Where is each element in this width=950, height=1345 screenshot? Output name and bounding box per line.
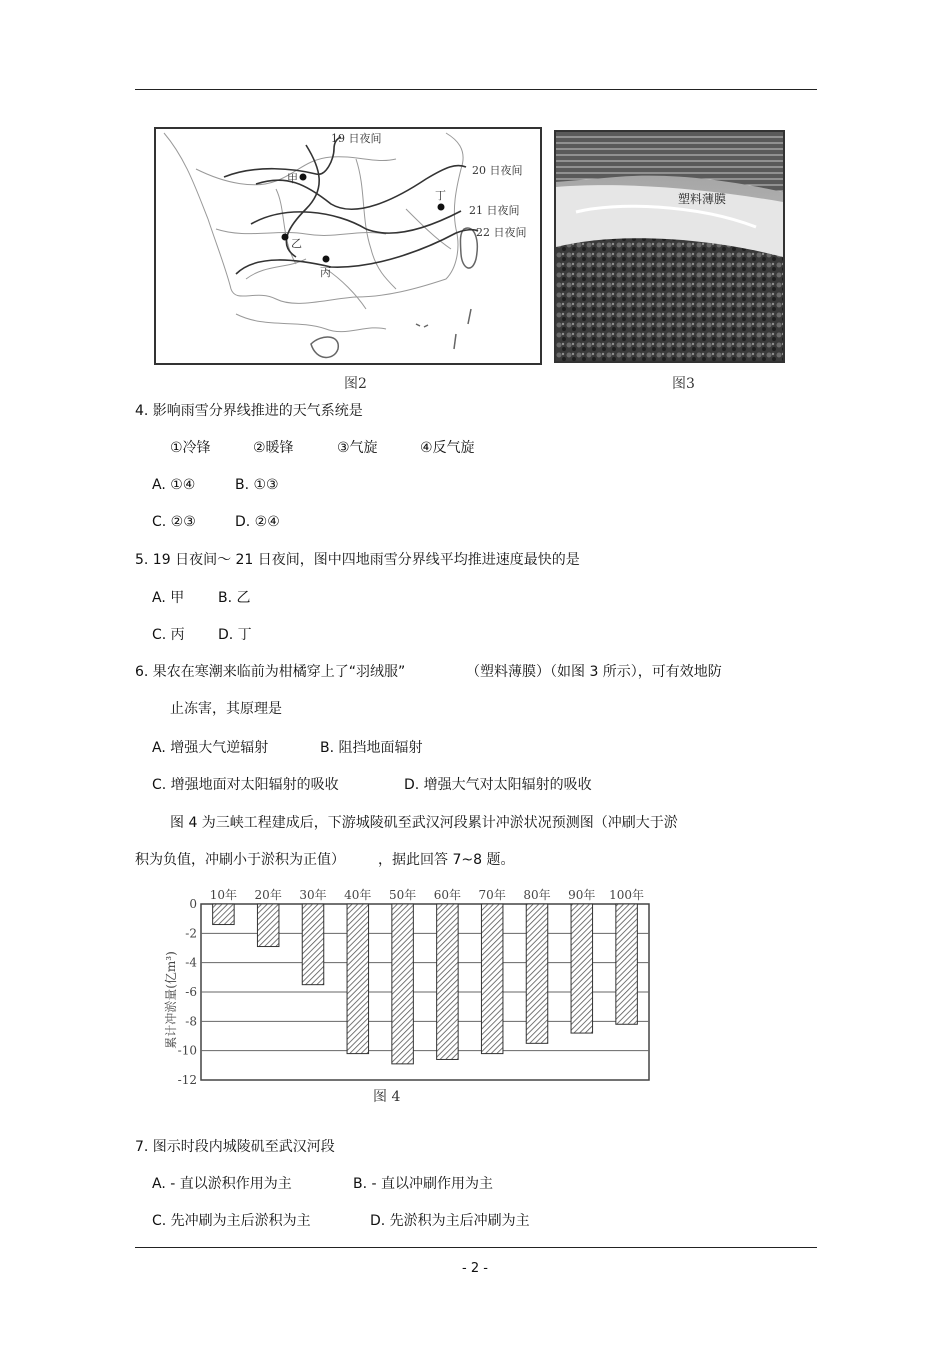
q4-choice-3: ③气旋 (337, 440, 378, 456)
page-number: - 2 - (462, 1261, 488, 1276)
figure-3-caption: 图3 (672, 376, 695, 392)
q5-option-b: B. 乙 (218, 590, 251, 606)
label-bing: 丙 (320, 266, 331, 279)
y-tick-label: -10 (177, 1043, 197, 1058)
category-label: 100年 (609, 888, 645, 902)
bar-100年 (616, 904, 638, 1024)
label-22: 22 日夜间 (476, 226, 527, 239)
label-ding: 丁 (435, 189, 446, 202)
y-tick-label: -6 (185, 985, 197, 999)
bar-60年 (437, 904, 459, 1059)
y-tick-label: -4 (185, 955, 197, 970)
fig4-intro-line2b: ，据此回答 7~8 题。 (378, 852, 515, 868)
figure-3-photo (554, 130, 785, 363)
q7-option-a: A. - 直以淤积作用为主 (152, 1176, 292, 1192)
bottom-rule (135, 1247, 817, 1248)
q6-option-c: C. 增强地面对太阳辐射的吸收 (152, 777, 339, 793)
label-jia: 甲 (287, 172, 298, 185)
q7-stem: 7. 图示时段内城陵矶至武汉河段 (135, 1139, 335, 1155)
q4-stem: 4. 影响雨雪分界线推进的天气系统是 (135, 403, 363, 419)
fig4-intro-line2a: 积为负值，冲刷小于淤积为正值） (135, 852, 345, 868)
category-label: 60年 (433, 888, 462, 902)
category-label: 90年 (568, 888, 596, 902)
y-tick-label: 0 (189, 897, 197, 911)
q5-option-a: A. 甲 (152, 590, 185, 606)
q4-option-a: A. ①④ (152, 477, 196, 493)
category-label: 40年 (344, 888, 372, 902)
plastic-film-label: 塑料薄膜 (678, 192, 727, 206)
q6-option-d: D. 增强大气对太阳辐射的吸收 (404, 777, 592, 793)
label-19: 19 日夜间 (331, 132, 382, 145)
q7-option-d: D. 先淤积为主后冲刷为主 (370, 1213, 530, 1229)
bar-90年 (571, 904, 593, 1033)
bar-30年 (302, 904, 324, 985)
figure-2-caption: 图2 (344, 376, 367, 392)
bar-10年 (213, 904, 235, 925)
category-label: 70年 (478, 888, 506, 902)
line-22 (236, 230, 478, 274)
figure-4-chart-svg (155, 880, 665, 1110)
fig4-intro-line1: 图 4 为三峡工程建成后，下游城陵矶至武汉河段累计冲淤状况预测图（冲刷大于淤 (170, 815, 678, 831)
y-tick-label: -12 (177, 1073, 197, 1087)
point-ding (438, 204, 445, 211)
label-yi: 乙 (291, 237, 302, 250)
point-yi (282, 234, 289, 241)
category-label: 20年 (254, 888, 282, 902)
q5-stem: 5. 19 日夜间～ 21 日夜间，图中四地雨雪分界线平均推进速度最快的是 (135, 552, 580, 568)
q6-stem-part3: 止冻害，其原理是 (170, 701, 282, 717)
category-label: 80年 (523, 888, 551, 902)
point-bing (323, 256, 330, 263)
figure-4-chart (155, 880, 665, 1110)
q4-choice-1: ①冷锋 (170, 440, 211, 456)
q6-stem-part1: 6. 果农在寒潮来临前为柑橘穿上了“羽绒服” (135, 664, 406, 680)
q4-option-d: D. ②④ (235, 514, 280, 530)
q4-choice-2: ②暖锋 (253, 440, 294, 456)
q5-option-c: C. 丙 (152, 627, 185, 643)
point-jia (300, 174, 307, 181)
bar-70年 (481, 904, 503, 1054)
q7-option-c: C. 先冲刷为主后淤积为主 (152, 1213, 311, 1229)
bar-80年 (526, 904, 548, 1043)
q6-option-a: A. 增强大气逆辐射 (152, 740, 269, 756)
q4-option-c: C. ②③ (152, 514, 196, 530)
q7-option-b: B. - 直以冲刷作用为主 (353, 1176, 494, 1192)
line-19 (224, 137, 341, 177)
figure-4-caption: 图 4 (373, 1089, 401, 1105)
label-21: 21 日夜间 (469, 204, 520, 217)
bar-20年 (257, 904, 279, 947)
category-label: 30年 (299, 888, 327, 902)
q6-stem-part2: （塑料薄膜）（如图 3 所示），可有效地防 (466, 664, 722, 680)
y-tick-label: -8 (185, 1014, 197, 1029)
bar-40年 (347, 904, 369, 1054)
y-axis-label: 累计冲淤量(亿m³) (164, 951, 178, 1049)
q6-option-b: B. 阻挡地面辐射 (320, 740, 423, 756)
label-20: 20 日夜间 (472, 164, 523, 177)
q5-option-d: D. 丁 (218, 627, 252, 643)
bar-50年 (392, 904, 414, 1064)
q4-option-b: B. ①③ (235, 477, 279, 493)
top-rule (135, 89, 817, 90)
y-tick-label: -2 (185, 926, 197, 941)
category-label: 10年 (209, 888, 238, 902)
figure-2-map (154, 127, 542, 365)
category-label: 50年 (388, 888, 417, 902)
q4-choice-4: ④反气旋 (420, 440, 475, 456)
